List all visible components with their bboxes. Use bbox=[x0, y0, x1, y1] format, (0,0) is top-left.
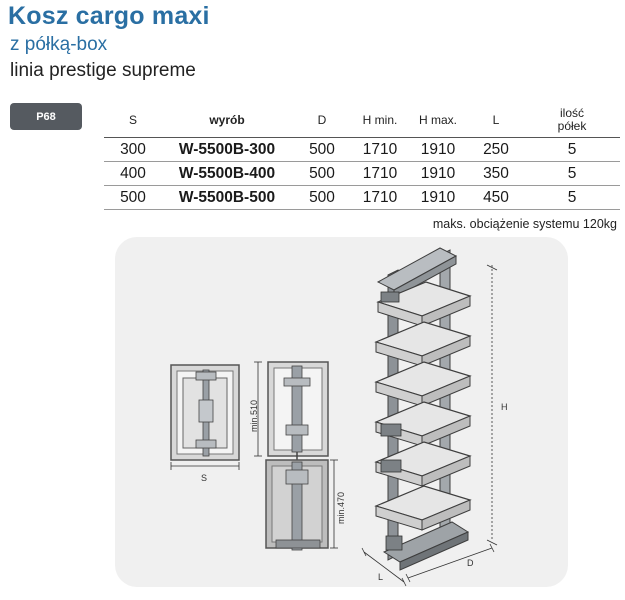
cell-l: 250 bbox=[468, 138, 524, 162]
cell-d: 500 bbox=[292, 138, 352, 162]
col-d: D bbox=[317, 112, 327, 127]
col-hmax: H max. bbox=[418, 112, 457, 127]
cell-d: 500 bbox=[292, 186, 352, 210]
side-view-lower bbox=[266, 460, 328, 550]
cargo-unit-isometric bbox=[376, 248, 470, 570]
cell-hmin: 1710 bbox=[352, 186, 408, 210]
dim-min470-label: min.470 bbox=[336, 491, 346, 524]
cell-ilosc: 5 bbox=[524, 186, 620, 210]
cell-hmax: 1910 bbox=[408, 138, 468, 162]
col-hmin: H min. bbox=[362, 112, 398, 127]
cell-s: 500 bbox=[104, 186, 162, 210]
dim-d-label: D bbox=[467, 558, 474, 568]
cell-hmin: 1710 bbox=[352, 162, 408, 186]
col-wyrob: wyrób bbox=[209, 112, 245, 127]
cell-ilosc: 5 bbox=[524, 162, 620, 186]
dim-h-label: H bbox=[501, 402, 508, 412]
col-s: S bbox=[128, 112, 137, 127]
cell-hmin: 1710 bbox=[352, 138, 408, 162]
catalog-badge: P68 bbox=[10, 103, 82, 130]
cell-hmax: 1910 bbox=[408, 186, 468, 210]
cell-l: 450 bbox=[468, 186, 524, 210]
dim-min510-label: min.510 bbox=[249, 399, 259, 432]
cell-wyrob: W-5500B-300 bbox=[162, 138, 292, 162]
cell-ilosc: 5 bbox=[524, 138, 620, 162]
col-ilosc-polek: ilość półek bbox=[557, 106, 587, 133]
dim-s-label: S bbox=[201, 473, 208, 483]
cell-d: 500 bbox=[292, 162, 352, 186]
top-view-drawing bbox=[171, 365, 239, 470]
cell-s: 300 bbox=[104, 138, 162, 162]
col-l: L bbox=[492, 112, 500, 127]
product-title: Kosz cargo maxi bbox=[8, 2, 210, 30]
max-load-note: maks. obciążenie systemu 120kg bbox=[432, 217, 617, 231]
cell-wyrob: W-5500B-400 bbox=[162, 162, 292, 186]
product-subtitle: z półką-box bbox=[10, 34, 108, 55]
cell-hmax: 1910 bbox=[408, 162, 468, 186]
dim-l-label: L bbox=[378, 572, 384, 582]
cell-l: 350 bbox=[468, 162, 524, 186]
product-line: linia prestige supreme bbox=[10, 60, 196, 81]
cell-s: 400 bbox=[104, 162, 162, 186]
cell-wyrob: W-5500B-500 bbox=[162, 186, 292, 210]
side-view-upper bbox=[268, 362, 328, 470]
